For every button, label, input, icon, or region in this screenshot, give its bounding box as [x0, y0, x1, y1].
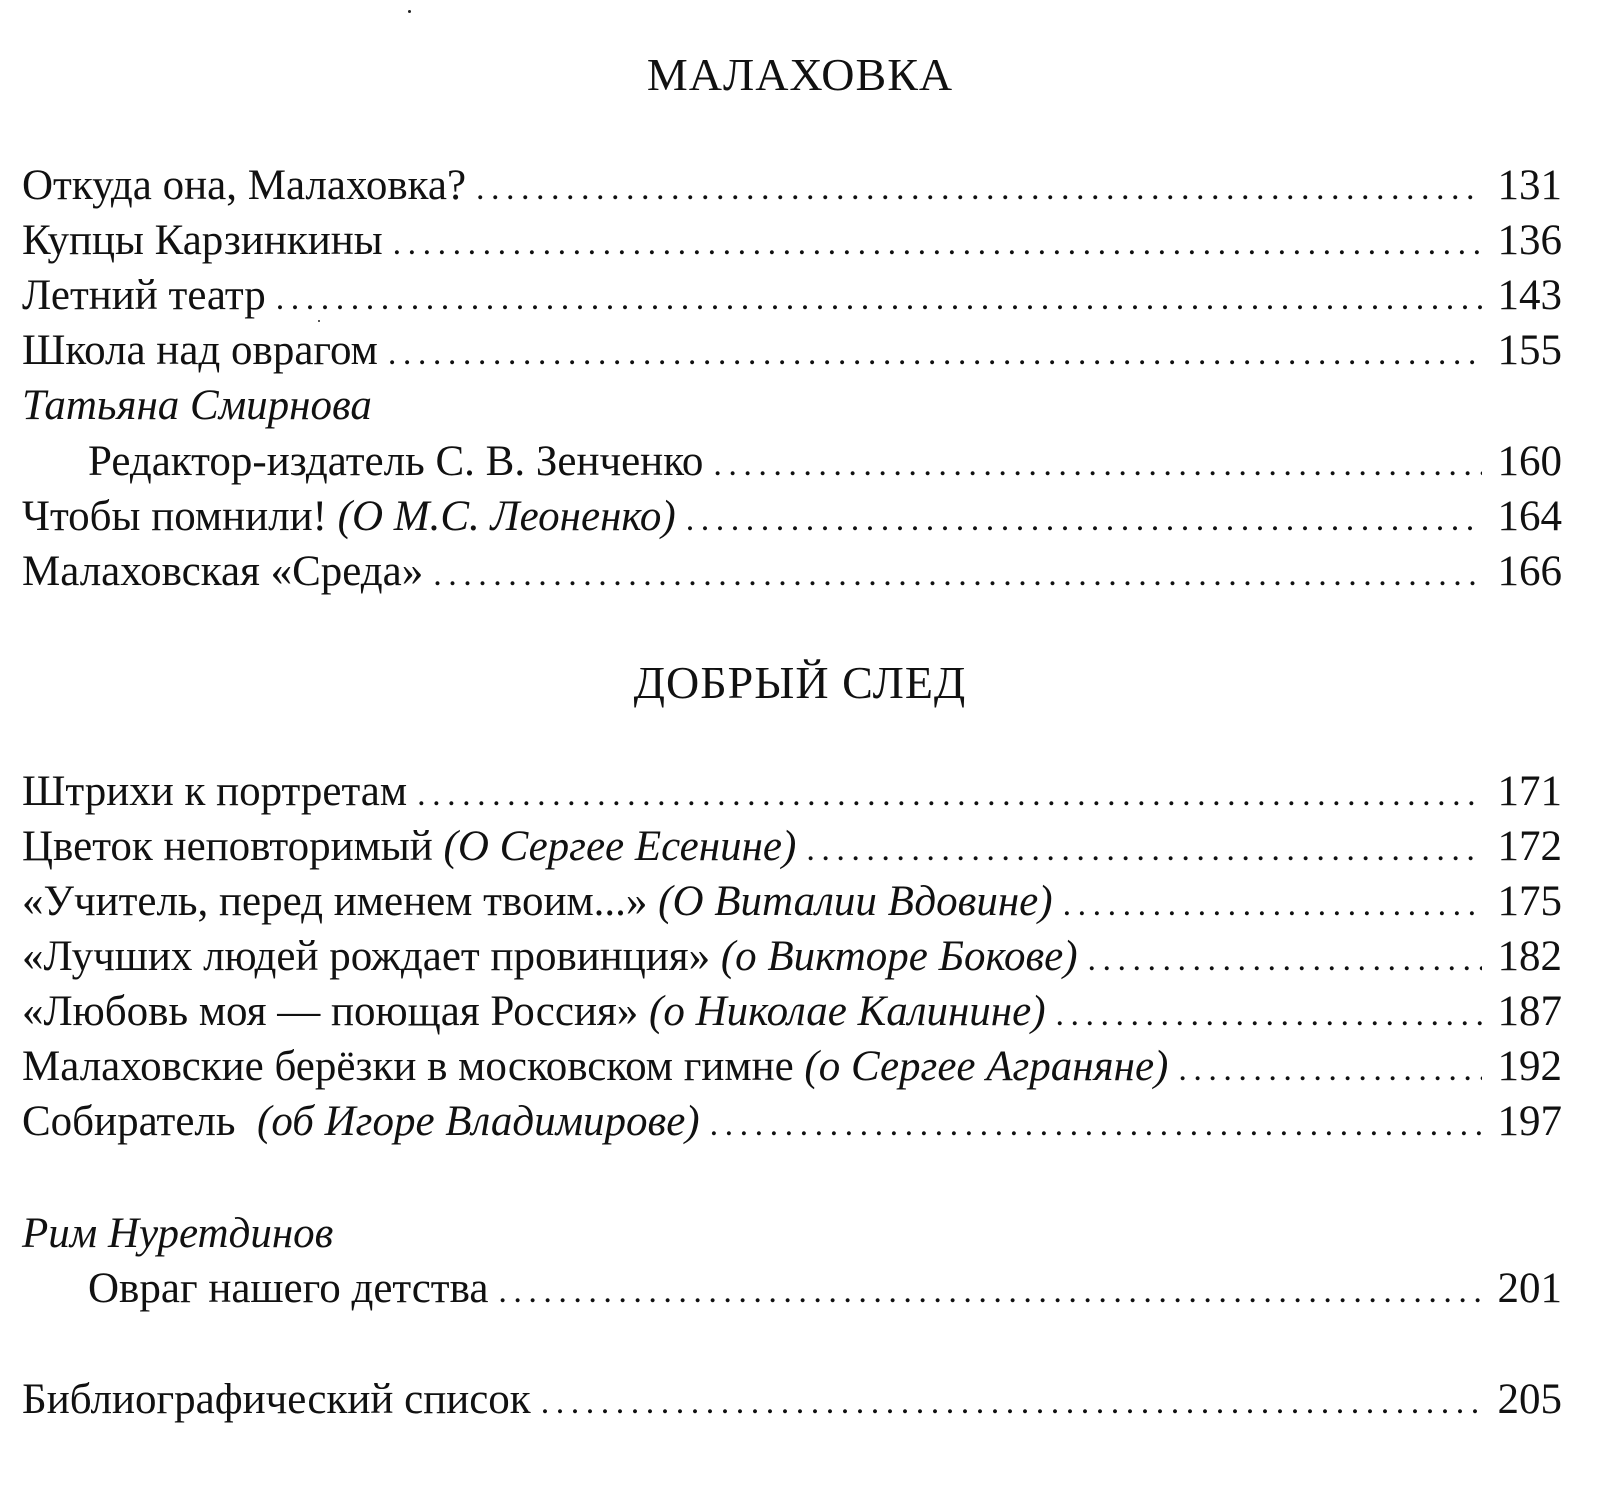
dot-leader: [541, 1375, 1482, 1431]
toc-page-number: 197: [1497, 1098, 1562, 1145]
print-speck: [408, 10, 411, 13]
author-name: Татьяна Смирнова: [22, 382, 372, 429]
toc-entry: [22, 1094, 1562, 1150]
dot-leader: [476, 161, 1482, 217]
toc-entry-title: Малаховская «Среда»: [22, 548, 424, 595]
dot-leader: [388, 326, 1482, 382]
toc-page-number: 143: [1497, 272, 1562, 319]
dot-leader: [806, 822, 1482, 878]
toc-entry-title: Штрихи к портретам: [22, 768, 408, 815]
toc-entry-title: Цветок неповторимый (О Сергее Есенине): [22, 823, 797, 870]
toc-entry-note: (об Игоре Владимирове): [257, 1098, 700, 1145]
toc-entry: [22, 764, 1562, 820]
toc-entry-note: (о Сергее Аграняне): [804, 1043, 1169, 1090]
toc-page-number: 201: [1497, 1265, 1562, 1312]
toc-page-number: 175: [1497, 878, 1562, 925]
toc-page-number: 187: [1497, 988, 1562, 1035]
toc-entry: [22, 489, 1562, 545]
toc-entry-title: Малаховские берёзки в московском гимне (о Сергее Аграняне): [22, 1043, 1169, 1090]
toc-entry-bibliography: [22, 1372, 1562, 1428]
toc-entry-title: Библиографический список: [22, 1376, 531, 1423]
toc-page-number: 171: [1497, 768, 1562, 815]
toc-entry-title: Откуда она, Малаховка?: [22, 162, 467, 209]
toc-entry: [22, 874, 1562, 930]
toc-entry-note: (о Викторе Бокове): [720, 933, 1078, 980]
dot-leader: [713, 437, 1482, 493]
toc-page-number: 160: [1497, 438, 1562, 485]
toc-page-number: 172: [1497, 823, 1562, 870]
dot-leader: [710, 1097, 1482, 1153]
toc-entry-title: «Лучших людей рождает провинция» (о Викторе Бокове): [22, 933, 1078, 980]
toc-entry-title: Школа над оврагом: [22, 327, 378, 374]
author-name: Рим Нуретдинов: [22, 1210, 334, 1257]
dot-leader: [433, 547, 1482, 603]
toc-entry-note: (О Виталии Вдовине): [658, 878, 1053, 925]
dot-leader: [686, 492, 1482, 548]
toc-entry-title: Собиратель (об Игоре Владимирове): [22, 1098, 700, 1145]
toc-page-number: 155: [1497, 327, 1562, 374]
toc-entry: [22, 158, 1562, 214]
toc-entry-note: (О Сергее Есенине): [443, 823, 797, 870]
toc-entry: [22, 268, 1562, 324]
toc-entry-title: «Любовь моя — поющая Россия» (о Николае Калинине): [22, 988, 1046, 1035]
toc-entry-note: (о Николае Калинине): [649, 988, 1046, 1035]
dot-leader: [276, 271, 1482, 327]
toc-entry: [88, 1261, 1562, 1317]
toc-entry-title: Редактор-издатель С. В. Зенченко: [88, 438, 704, 485]
toc-entry-title: Летний театр: [22, 272, 266, 319]
toc-page-number: 164: [1497, 493, 1562, 540]
toc-entry: [22, 929, 1562, 985]
toc-entry: [22, 323, 1562, 379]
toc-entry: [22, 213, 1562, 269]
toc-entry: [22, 819, 1562, 875]
section-title-dobry-sled: ДОБРЫЙ СЛЕД: [633, 657, 967, 708]
toc-page-number: 166: [1497, 548, 1562, 595]
toc-page-number: 205: [1497, 1376, 1562, 1423]
dot-leader: [1088, 932, 1482, 988]
toc-page-number: 192: [1497, 1043, 1562, 1090]
toc-page-number: 131: [1497, 162, 1562, 209]
toc-page-number: 136: [1497, 217, 1562, 264]
dot-leader: [417, 767, 1482, 823]
toc-entry-title: Чтобы помнили! (О М.С. Леоненко): [22, 493, 676, 540]
toc-entry-note: (О М.С. Леоненко): [337, 493, 676, 540]
dot-leader: [1178, 1042, 1482, 1098]
dot-leader: [1063, 877, 1482, 933]
toc-entry-title: Купцы Карзинкины: [22, 217, 383, 264]
toc-page-number: 182: [1497, 933, 1562, 980]
section-title-malakhovka: МАЛАХОВКА: [646, 49, 954, 100]
toc-entry: [22, 1039, 1562, 1095]
dot-leader: [1056, 987, 1482, 1043]
toc-entry: [88, 434, 1562, 490]
dot-leader: [498, 1264, 1482, 1320]
toc-entry-title: «Учитель, перед именем твоим...» (О Виталии Вдовине): [22, 878, 1053, 925]
toc-entry: [22, 984, 1562, 1040]
toc-entry: [22, 544, 1562, 600]
toc-entry-title: Овраг нашего детства: [88, 1265, 489, 1312]
dot-leader: [393, 216, 1482, 272]
